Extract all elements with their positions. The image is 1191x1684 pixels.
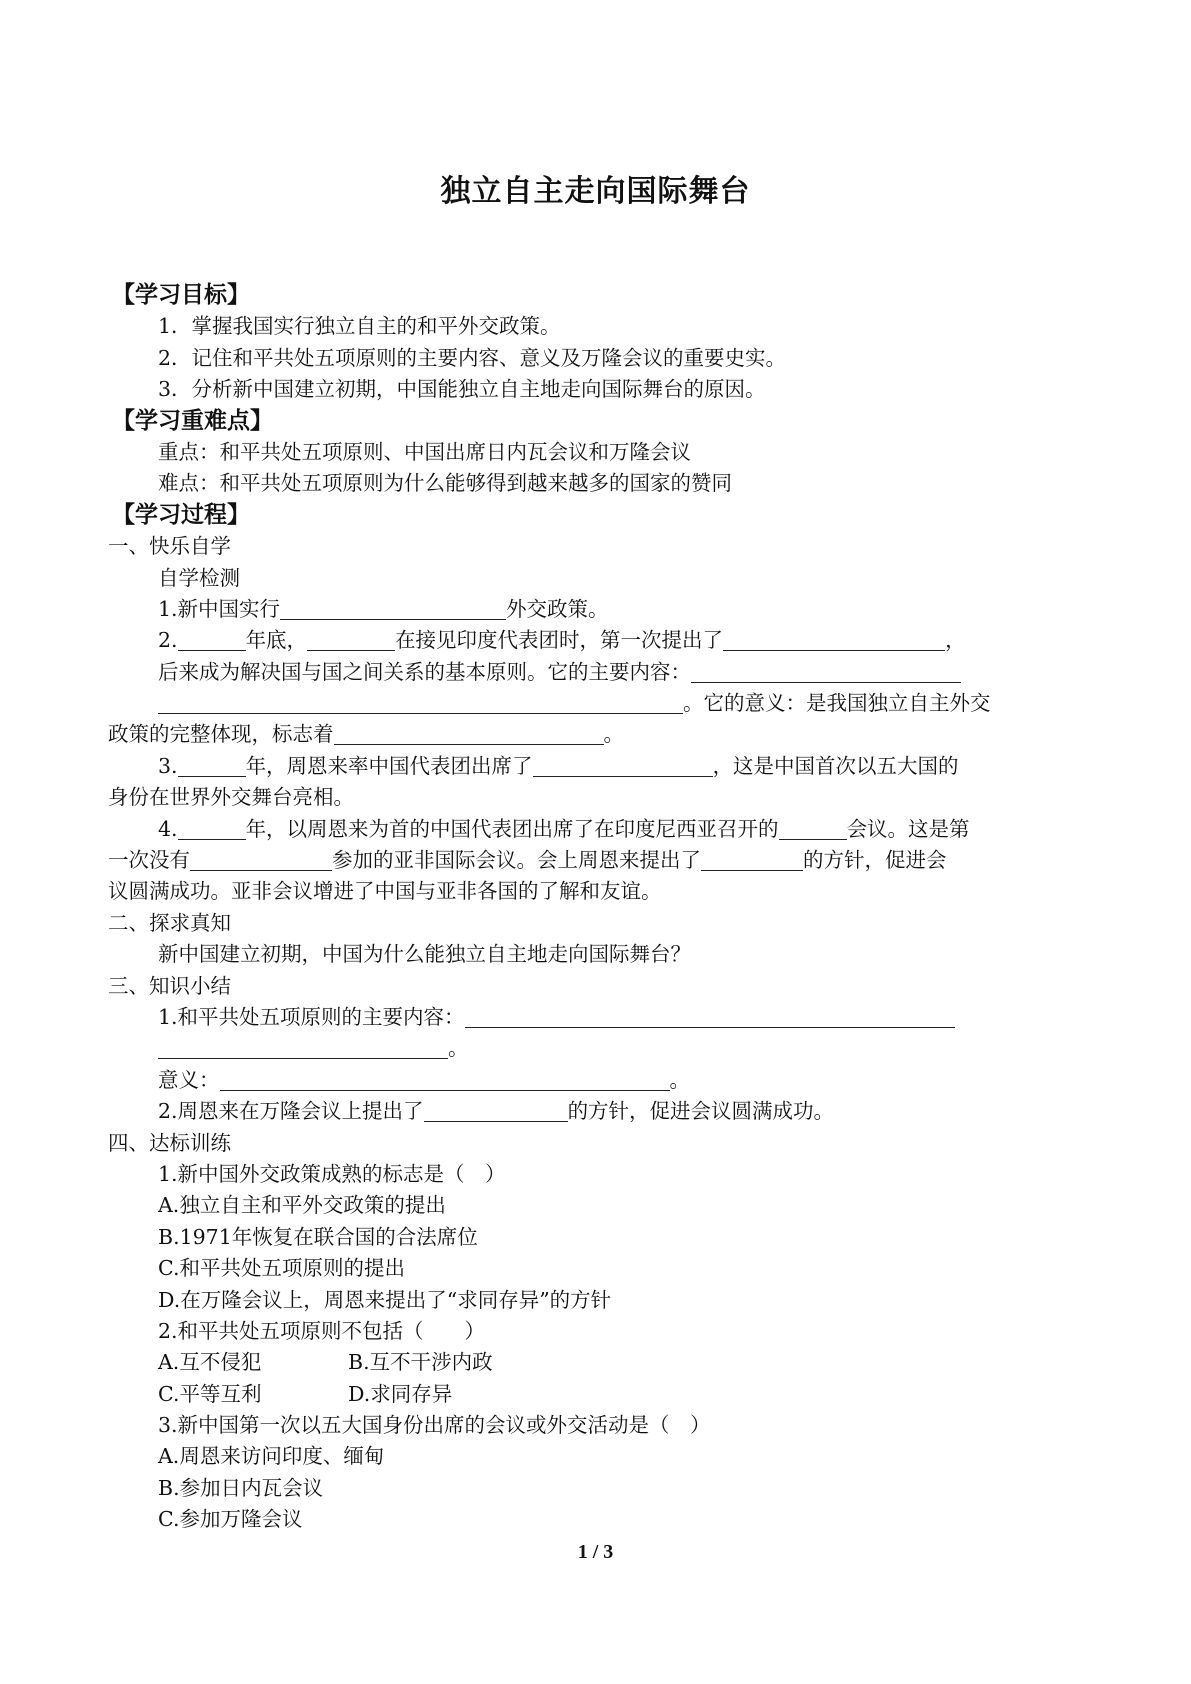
fill-blank[interactable] [424,1100,568,1122]
fill-blank[interactable] [465,1006,955,1028]
question-1-1: 1.新中国实行 外交政策。 [158,596,609,621]
summary-1: 1.和平共处五项原则的主要内容： [108,1002,1088,1033]
mc-question-3: 3.新中国第一次以五大国身份出席的会议或外交活动是（ ） [158,1413,711,1438]
fill-blank[interactable] [307,629,395,651]
section-2-title: 二、探求真知 [108,910,231,935]
fill-blank[interactable] [158,1037,448,1059]
fill-blank[interactable] [701,849,803,871]
section-4-title: 四、达标训练 [108,1130,231,1155]
summary-1-cont: 。 [108,1033,1088,1064]
question-1-4-cont: 一次没有 参加的亚非国际会议。会上周恩来提出了 的方针，促进会 [108,848,947,873]
mc-question-2: 2.和平共处五项原则不包括（ ） [158,1318,486,1343]
fill-blank[interactable] [280,598,506,620]
fill-blank[interactable] [190,849,332,871]
question-1-3: 3. 年，周恩来率中国代表团出席了 ，这是中国首次以五大国的 [158,753,959,778]
question-1-4-cont: 议圆满成功。亚非会议增进了中国与亚非各国的了解和友谊。 [108,879,662,904]
mc-option-row [108,1379,1088,1410]
section-3-title: 三、知识小结 [108,973,231,998]
mc-option[interactable]: B.参加日内瓦会议 [158,1475,324,1500]
question-1-2-cont: 政策的完整体现，标志着 。 [108,722,624,747]
goal-item: 3．分析新中国建立初期，中国能独立自主地走向国际舞台的原因。 [158,377,766,402]
page-number: 1 / 3 [577,1541,614,1563]
goal-item: 1．掌握我国实行独立自主的和平外交政策。 [158,314,561,339]
mc-option[interactable]: B.互不干涉内政 [348,1350,493,1375]
summary-2: 2.周恩来在万隆会议上提出了 的方针，促进会议圆满成功。 [158,1099,835,1124]
mc-question-1: 1.新中国外交政策成熟的标志是（ ） [158,1161,506,1186]
fill-blank[interactable] [158,692,683,714]
goal-item: 2．记住和平共处五项原则的主要内容、意义及万隆会议的重要史实。 [158,345,787,370]
mc-option[interactable]: A.互不侵犯 [158,1350,262,1375]
mc-option[interactable]: C.平等互利 [158,1381,262,1406]
self-check-label: 自学检测 [158,565,240,590]
question-1-2-cont: 。它的意义：是我国独立自主外交 [108,688,1088,719]
mc-option[interactable]: C.参加万隆会议 [158,1507,303,1532]
fill-blank[interactable] [178,629,246,651]
question-1-4: 4. 年，以周恩来为首的中国代表团出席了在印度尼西亚召开的 会议。这是第 [158,816,970,841]
fill-blank[interactable] [334,723,604,745]
mc-option[interactable]: D.在万隆会议上，周恩来提出了“求同存异”的方针 [158,1287,612,1312]
mc-option-row [108,1347,1088,1378]
goals-heading: 【学习目标】 [112,282,250,308]
mc-option[interactable]: B.1971年恢复在联合国的合法席位 [158,1224,478,1249]
process-heading: 【学习过程】 [112,501,250,528]
mc-option[interactable]: D.求同存异 [348,1381,453,1406]
fill-blank[interactable] [723,629,945,651]
keypoints-heading: 【学习重难点】 [112,407,273,434]
inquiry-question: 新中国建立初期，中国为什么能独立自主地走向国际舞台？ [158,942,691,967]
key-point: 重点：和平共处五项原则、中国出席日内瓦会议和万隆会议 [158,439,691,464]
question-1-2: 2. 年底， 在接见印度代表团时，第一次提出了 ， [158,628,966,653]
document-body [108,280,1088,1536]
page-title: 独立自主走向国际舞台 [440,174,751,209]
summary-1-meaning: 意义： 。 [158,1067,690,1092]
fill-blank[interactable] [779,818,847,840]
section-1-title: 一、快乐自学 [108,534,231,559]
question-1-3-cont: 身份在世界外交舞台亮相。 [108,785,354,810]
fill-blank[interactable] [178,818,246,840]
fill-blank[interactable] [220,1069,670,1091]
fill-blank[interactable] [691,661,961,683]
mc-option[interactable]: A.独立自主和平外交政策的提出 [158,1193,446,1218]
mc-option[interactable]: A.周恩来访问印度、缅甸 [158,1444,385,1469]
fill-blank[interactable] [178,755,246,777]
fill-blank[interactable] [533,755,713,777]
mc-option[interactable]: C.和平共处五项原则的提出 [158,1256,405,1281]
difficult-point: 难点：和平共处五项原则为什么能够得到越来越多的国家的赞同 [158,471,732,496]
question-1-2-cont: 后来成为解决国与国之间关系的基本原则。它的主要内容： [108,657,1088,688]
